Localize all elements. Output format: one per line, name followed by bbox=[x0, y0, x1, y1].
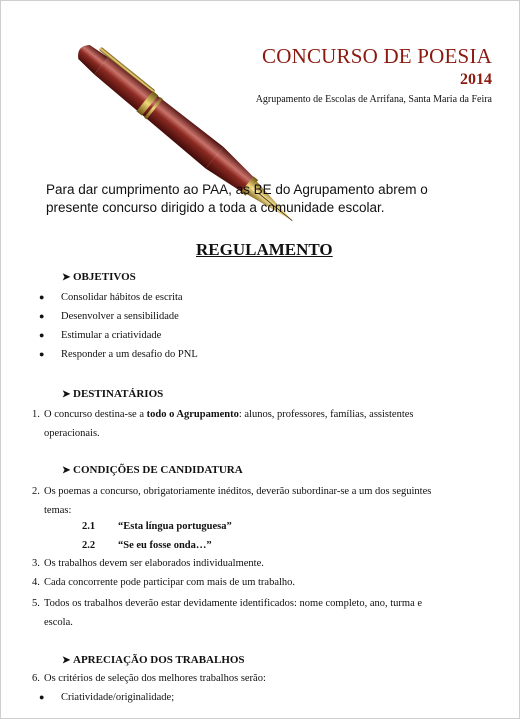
numbered-item-4: 4. Cada concorrente pode participar com mais de um trabalho. bbox=[32, 577, 296, 588]
list-item: ● Criatividade/originalidade; bbox=[39, 692, 175, 703]
arrow-bullet-icon: ➤ bbox=[62, 655, 71, 666]
numbered-item-6: 6. Os critérios de seleção dos melhores trabalhos serão: bbox=[32, 673, 266, 684]
section-apreciacao bbox=[62, 654, 245, 666]
numbered-item-1: 1. O concurso destina-se a todo o Agrupamento: alunos, professores, famílias, assistentes operacionais. bbox=[32, 409, 414, 439]
bullet-icon: ● bbox=[39, 692, 45, 702]
section-heading: CONDIÇÕES DE CANDIDATURA bbox=[73, 464, 243, 476]
theme-item: 2.1 “Esta língua portuguesa” bbox=[82, 521, 232, 532]
section-heading: OBJETIVOS bbox=[73, 271, 136, 283]
school-name: Agrupamento de Escolas de Arrifana, Santa Maria da Feira bbox=[255, 94, 492, 105]
bullet-icon: ● bbox=[39, 311, 45, 321]
list-item: ● Responder a um desafio do PNL bbox=[39, 349, 198, 360]
bullet-icon: ● bbox=[39, 349, 45, 359]
list-item: ● Desenvolver a sensibilidade bbox=[39, 311, 179, 322]
section-heading: APRECIAÇÃO DOS TRABALHOS bbox=[73, 654, 245, 666]
contest-year: 2014 bbox=[460, 71, 492, 88]
list-item: ● Consolidar hábitos de escrita bbox=[39, 292, 183, 303]
numbered-item-2: 2. Os poemas a concurso, obrigatoriamente inéditos, deverão subordinar-se a um dos seguintes temas: bbox=[32, 486, 432, 516]
theme-item: 2.2 “Se eu fosse onda…” bbox=[82, 540, 212, 551]
section-condicoes bbox=[62, 464, 243, 476]
bullet-icon: ● bbox=[39, 330, 45, 340]
list-item: ● Estimular a criatividade bbox=[39, 330, 162, 341]
section-objetivos bbox=[62, 271, 136, 283]
arrow-bullet-icon: ➤ bbox=[62, 465, 71, 476]
bullet-icon: ● bbox=[39, 292, 45, 302]
intro-paragraph: Para dar cumprimento ao PAA, as BE do Agrupamento abrem o presente concurso dirigido a toda a comunidade escolar. bbox=[46, 182, 428, 215]
numbered-item-3: 3. Os trabalhos devem ser elaborados individualmente. bbox=[32, 558, 264, 569]
regulation-heading: REGULAMENTO bbox=[196, 240, 333, 259]
section-heading: DESTINATÁRIOS bbox=[73, 388, 164, 400]
arrow-bullet-icon: ➤ bbox=[62, 272, 71, 283]
section-destinatarios bbox=[62, 388, 163, 400]
contest-title: CONCURSO DE POESIA bbox=[262, 44, 492, 68]
arrow-bullet-icon: ➤ bbox=[62, 389, 71, 400]
numbered-item-5: 5. Todos os trabalhos deverão estar devidamente identificados: nome completo, ano, turma e escola. bbox=[32, 598, 423, 628]
